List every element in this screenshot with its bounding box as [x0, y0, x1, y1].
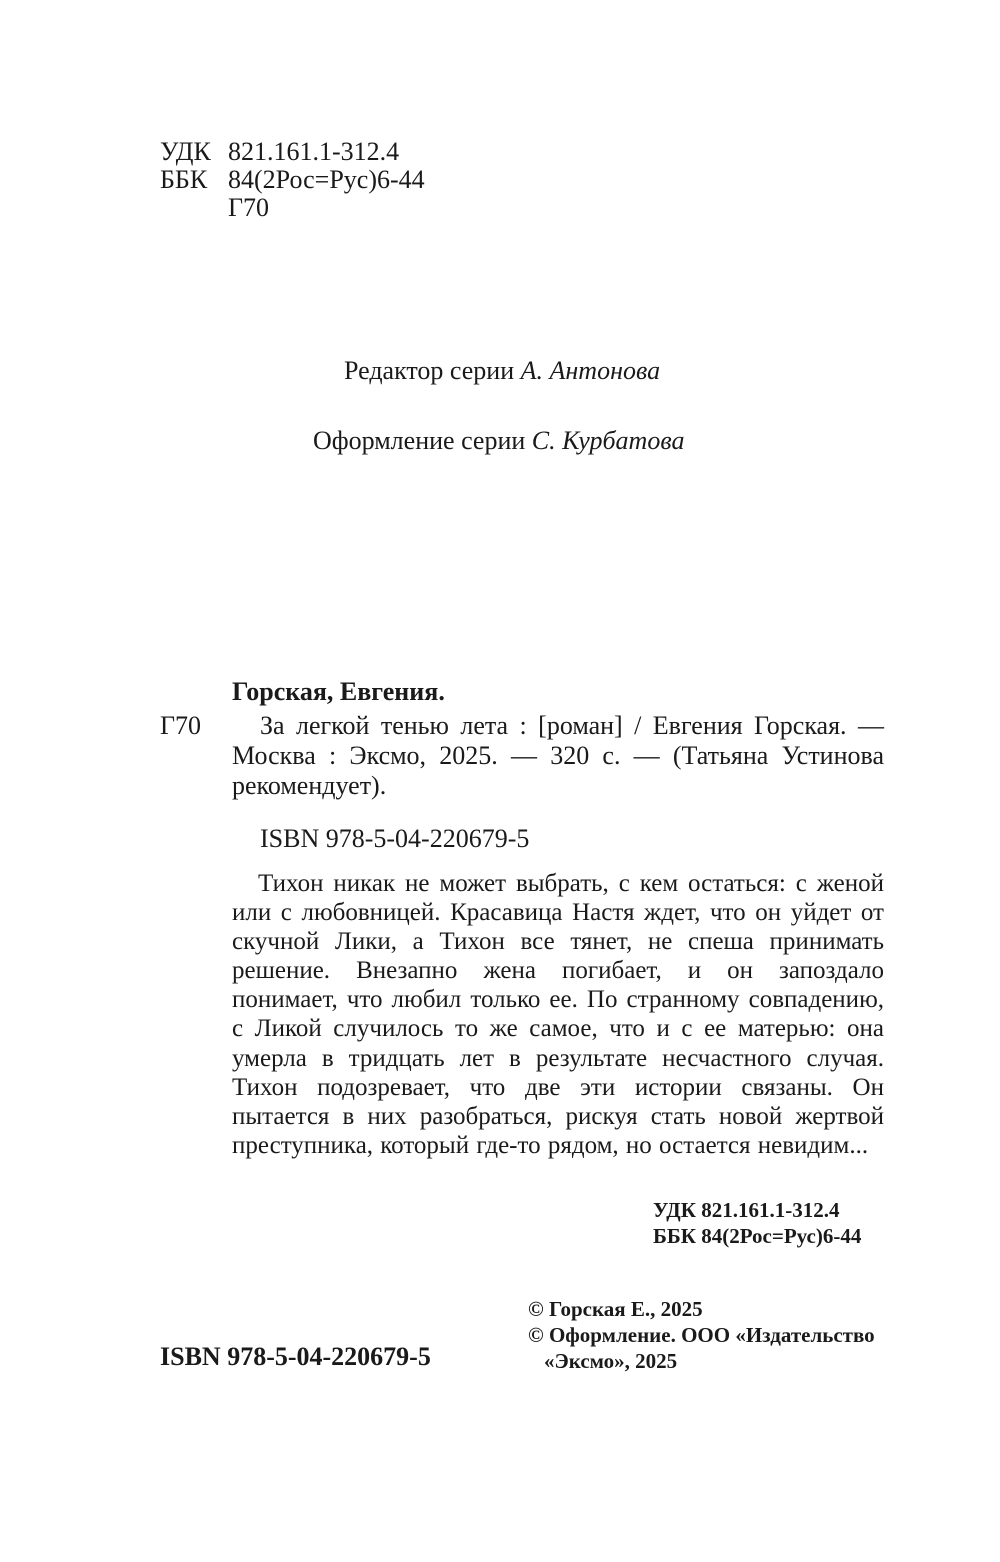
author-mark-row	[160, 193, 269, 223]
bbk-value: 84(2Рос=Рус)6-44	[228, 165, 425, 194]
design-name: С. Курбатова	[531, 426, 685, 455]
author-heading: Горская, Евгения.	[232, 677, 445, 706]
isbn-catalog: ISBN 978-5-04-220679-5	[260, 824, 530, 853]
editor-credit	[344, 356, 660, 386]
udk-label: УДК	[160, 137, 211, 166]
editor-label: Редактор серии	[344, 356, 515, 385]
copyright-author: © Горская Е., 2025	[528, 1297, 703, 1321]
author-mark-catalog: Г70	[160, 711, 202, 740]
design-credit	[313, 426, 684, 456]
udk-value: 821.161.1-312.4	[228, 137, 400, 166]
isbn-footer: ISBN 978-5-04-220679-5	[160, 1342, 431, 1371]
udk-line: УДК 821.161.1-312.4	[653, 1198, 840, 1222]
bbk-line: ББК 84(2Рос=Рус)6-44	[653, 1224, 862, 1248]
copyright-block	[528, 1296, 875, 1374]
catalog-codes	[653, 1197, 883, 1249]
copyright-design-cont: «Эксмо», 2025	[544, 1349, 678, 1373]
udk-row	[160, 137, 399, 167]
editor-name: А. Антонова	[520, 356, 661, 385]
bbk-row	[160, 165, 425, 195]
author-mark-top: Г70	[228, 193, 270, 222]
bibliographic-description: За легкой тенью лета : [роман] / Евгения Горская. — Москва : Эксмо, 2025. — 320 с. — (Татьяна Устинова рекомендует).	[232, 711, 884, 800]
design-label: Оформление серии	[313, 426, 526, 455]
copyright-design: © Оформление. ООО «Издательство	[528, 1323, 875, 1347]
annotation: Тихон никак не может выбрать, с кем остаться: с женой или с любовницей. Красавица Настя ждет, что он уйдет от скучной Лики, а Тихон все тянет, не спеша принимать решение. Внезапно жена погибает, и он запоздало понимает, что любил только ее. По странному совпадению, с Ликой случилось то же самое, что и с ее матерью: она умерла в тридцать лет в результате несчастного случая. Тихон подозревает, что две эти истории связаны. Он пытается в них разобраться, рискуя стать новой жертвой преступника, который где-то рядом, но остается невидим...	[232, 870, 884, 1159]
bbk-label: ББК	[160, 165, 208, 194]
